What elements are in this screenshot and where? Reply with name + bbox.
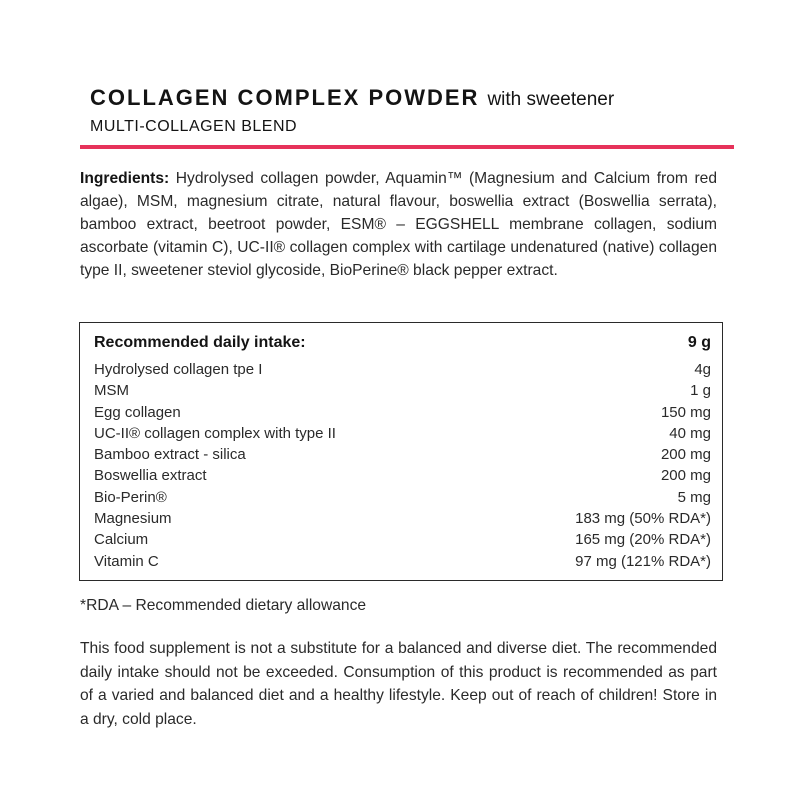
intake-row <box>94 487 711 508</box>
intake-row-value: 200 mg <box>660 446 711 464</box>
intake-row-name: Bamboo extract - silica <box>94 446 246 464</box>
intake-row-name: Vitamin C <box>94 552 159 570</box>
intake-row <box>94 444 711 465</box>
intake-row-name: Bio-Perin® <box>94 488 167 506</box>
accent-divider <box>80 145 734 149</box>
intake-row-name: Calcium <box>94 531 149 549</box>
title-line <box>90 84 740 115</box>
disclaimer-paragraph: This food supplement is not a substitute for a balanced and diverse diet. The recommended daily intake should not be exceeded. Consumption of this product is recommended as part of a varied and balanced diet and a healthy lifestyle. Keep out of reach of children! Store in a dry, cold place. <box>80 640 717 728</box>
intake-row <box>94 380 711 401</box>
intake-row <box>94 359 711 380</box>
product-subtitle: with sweetener <box>487 89 615 110</box>
intake-row-value: 5 mg <box>677 488 711 506</box>
intake-row-name: Boswellia extract <box>94 467 207 485</box>
ingredients-text: Hydrolysed collagen powder, Aquamin™ (Magnesium and Calcium from red algae), MSM, magnesium citrate, natural flavour, boswellia extract (Boswellia serrata), bamboo extract, beetroot powder, ESM® – EGGSHELL membrane collagen, sodium ascorbate (vitamin C), UC-II® collagen complex with cartilage undenatured (native) collagen type II, sweetener steviol glycoside, BioPerine® black pepper extract. <box>80 170 717 279</box>
intake-row-name: MSM <box>94 382 129 400</box>
intake-row-name: UC-II® collagen complex with type II <box>94 424 336 442</box>
intake-row-name: Magnesium <box>94 510 172 528</box>
intake-header-row <box>94 332 711 354</box>
intake-amount: 9 g <box>687 334 711 351</box>
daily-intake-table <box>79 322 723 581</box>
ingredients-paragraph <box>80 167 717 282</box>
intake-row-name: Hydrolysed collagen tpe I <box>94 361 263 378</box>
intake-row <box>94 402 711 423</box>
intake-label: Recommended daily intake: <box>94 334 306 351</box>
intake-row-value: 40 mg <box>669 424 711 442</box>
intake-row-value: 200 mg <box>660 467 711 485</box>
intake-row <box>94 423 711 444</box>
intake-row <box>94 551 711 572</box>
intake-row <box>94 529 711 550</box>
intake-row-value: 97 mg (121% RDA*) <box>575 552 711 570</box>
intake-row-value: 1 g <box>690 382 711 400</box>
ingredients-label: Ingredients: <box>80 170 170 187</box>
label-header <box>90 84 740 136</box>
intake-row-value: 183 mg (50% RDA*) <box>575 510 711 528</box>
intake-row <box>94 508 711 529</box>
product-blend: MULTI-COLLAGEN BLEND <box>90 118 298 135</box>
intake-row-name: Egg collagen <box>94 403 181 421</box>
intake-row-value: 165 mg (20% RDA*) <box>575 531 711 549</box>
rda-footnote: *RDA – Recommended dietary allowance <box>80 597 367 614</box>
product-title: COLLAGEN COMPLEX POWDER <box>90 85 480 110</box>
intake-row-value: 150 mg <box>660 403 711 421</box>
intake-row <box>94 465 711 486</box>
intake-row-value: 4g <box>694 361 711 378</box>
